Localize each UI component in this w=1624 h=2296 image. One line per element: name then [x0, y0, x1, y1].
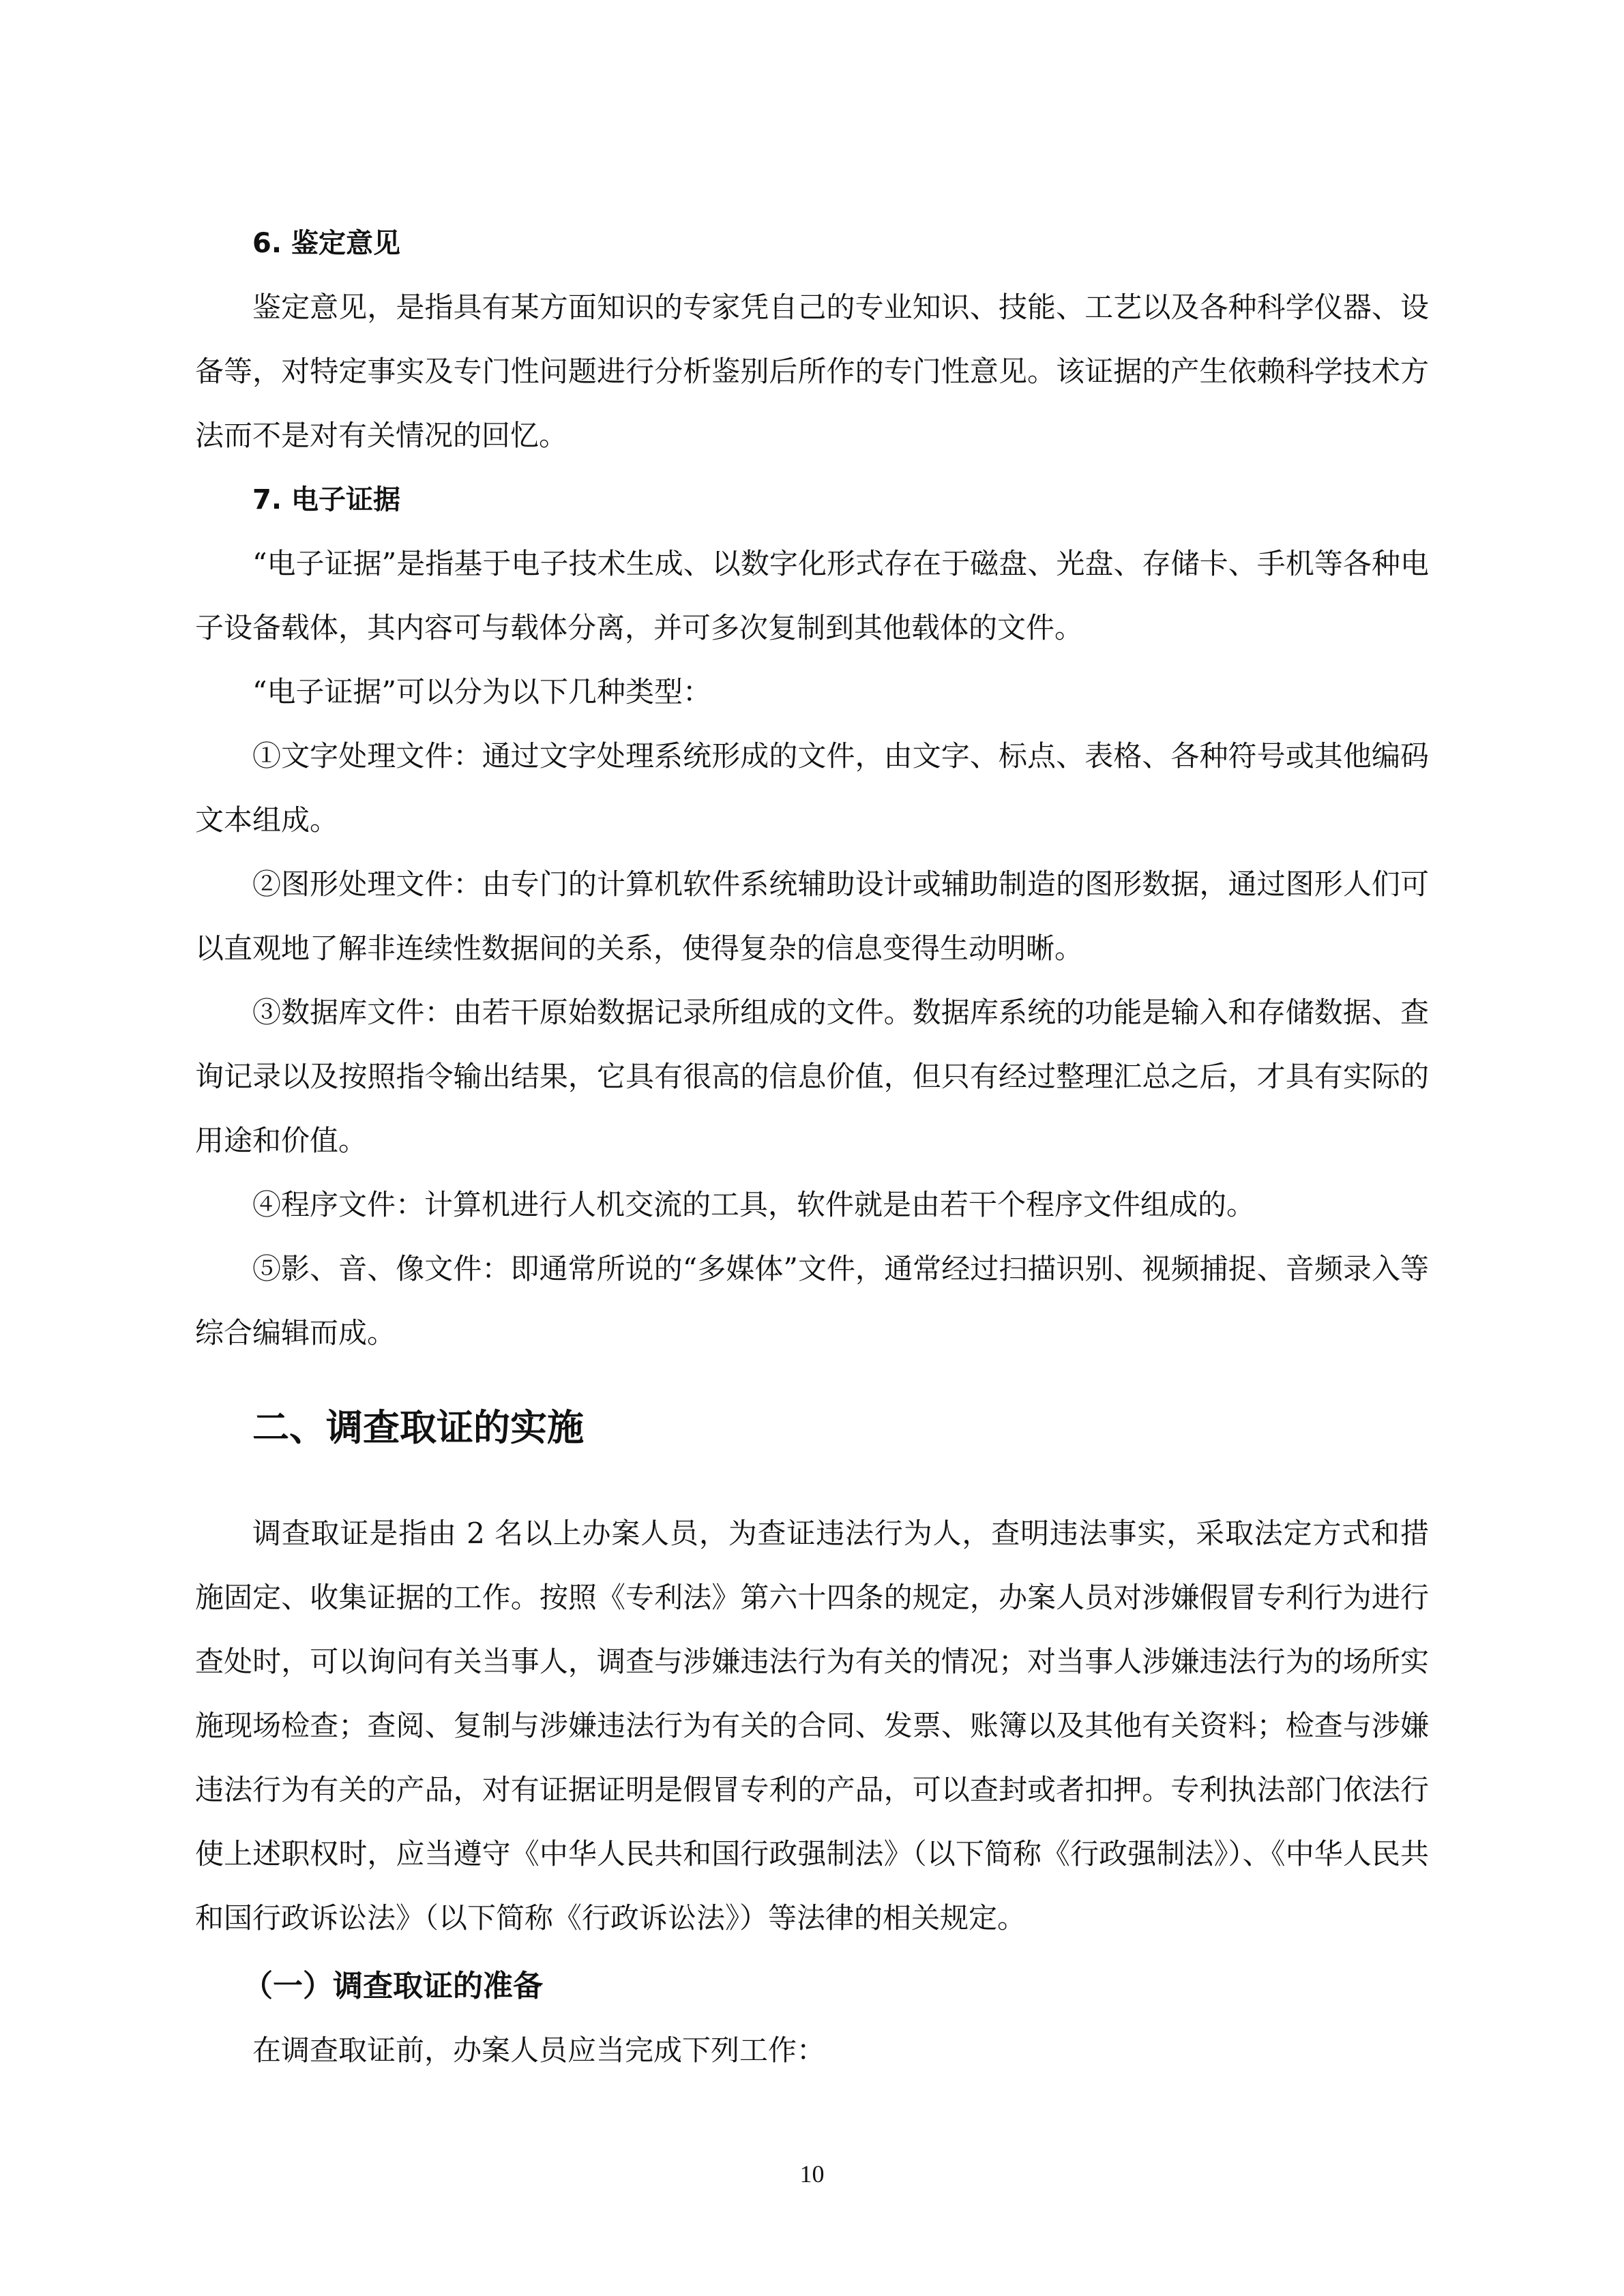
list-item-database-files: ③数据库文件：由若干原始数据记录所组成的文件。数据库系统的功能是输入和存储数据、查询记录以及按照指令输出结果，它具有很高的信息价值，但只有经过整理汇总之后，才具有实际的用途和价值。	[195, 996, 1429, 1157]
list-item-text-files: ①文字处理文件：通过文字处理系统形成的文件，由文字、标点、表格、各种符号或其他编码文本组成。	[195, 739, 1429, 837]
section-heading-investigation: 二、调查取证的实施	[252, 1406, 584, 1449]
paragraph-preparation-intro: 在调查取证前，办案人员应当完成下列工作：	[252, 2033, 826, 2067]
paragraph-electronic-evidence-types: “电子证据”可以分为以下几种类型：	[252, 675, 711, 709]
subsection-heading-preparation: （一）调查取证的准备	[243, 1969, 543, 2003]
paragraph-investigation-definition: 调查取证是指由 2 名以上办案人员，为查证违法行为人，查明违法事实，采取法定方式和措施固定、收集证据的工作。按照《专利法》第六十四条的规定，办案人员对涉嫌假冒专利行为进行查处时，可以询问有关当事人，调查与涉嫌违法行为有关的情况；对当事人涉嫌违法行为的场所实施现场检查；查阅、复制与涉嫌违法行为有关的合同、发票、账簿以及其他有关资料；检查与涉嫌违法行为有关的产品，对有证据证明是假冒专利的产品，可以查封或者扣押。专利执法部门依法行使上述职权时，应当遵守《中华人民共和国行政强制法》（以下简称《行政强制法》）、《中华人民共和国行政诉讼法》（以下简称《行政诉讼法》）等法律的相关规定。	[195, 1517, 1429, 1935]
list-item-graphic-files: ②图形处理文件：由专门的计算机软件系统辅助设计或辅助制造的图形数据，通过图形人们可以直观地了解非连续性数据间的关系，使得复杂的信息变得生动明晰。	[195, 867, 1429, 965]
list-item-media-files: ⑤影、音、像文件：即通常所说的“多媒体”文件，通常经过扫描识别、视频捕捉、音频录入等综合编辑而成。	[195, 1252, 1429, 1350]
paragraph-expert-opinion: 鉴定意见，是指具有某方面知识的专家凭自己的专业知识、技能、工艺以及各种科学仪器、设备等，对特定事实及专门性问题进行分析鉴别后所作的专门性意见。该证据的产生依赖科学技术方法而不是对有关情况的回忆。	[195, 290, 1429, 452]
page-content	[195, 211, 1429, 2083]
page-number: 10	[799, 2160, 825, 2188]
paragraph-electronic-evidence-definition: “电子证据”是指基于电子技术生成、以数字化形式存在于磁盘、光盘、存储卡、手机等各种电子设备载体，其内容可与载体分离，并可多次复制到其他载体的文件。	[195, 547, 1429, 644]
heading-expert-opinion: 6. 鉴定意见	[252, 228, 400, 259]
heading-electronic-evidence: 7. 电子证据	[252, 484, 400, 516]
list-item-program-files: ④程序文件：计算机进行人机交流的工具，软件就是由若干个程序文件组成的。	[252, 1188, 1256, 1221]
